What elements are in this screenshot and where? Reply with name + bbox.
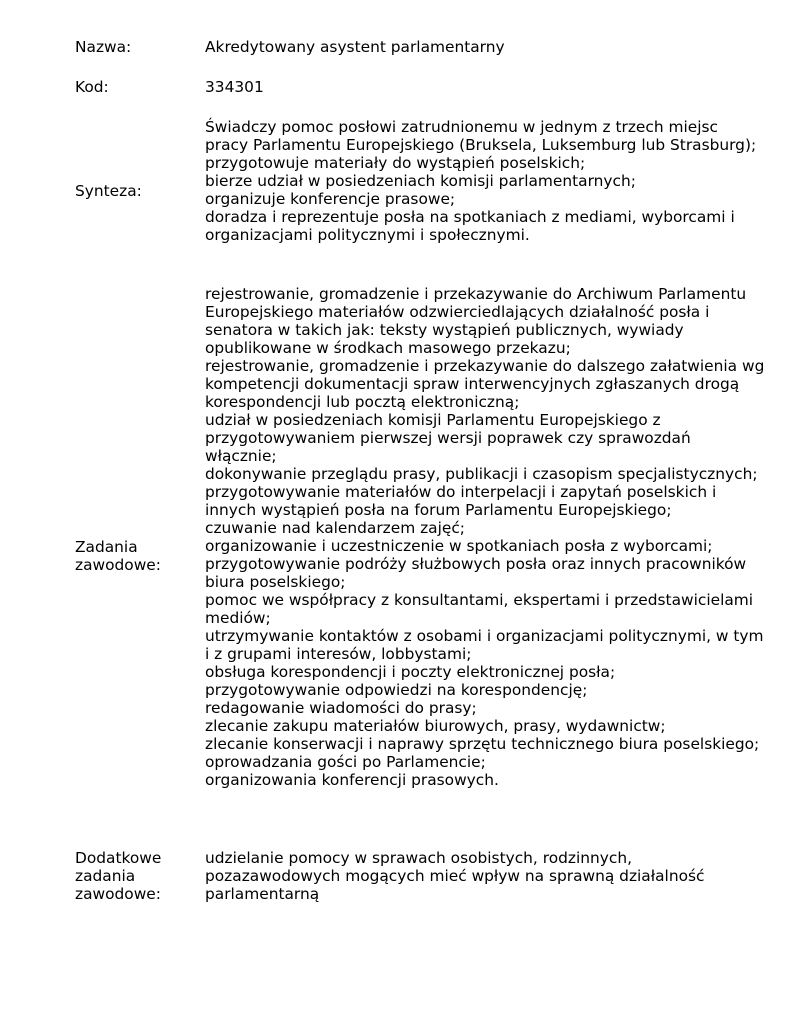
field-code-label: Kod: [75, 78, 109, 96]
task-line: czuwanie nad kalendarzem zajęć; [205, 519, 465, 537]
task-line: obsługa korespondencji i poczty elektronicznej posła; [205, 663, 616, 681]
field-extra-tasks-label-line: zadania [75, 867, 136, 885]
field-extra-tasks-content [205, 849, 765, 903]
task-line: zlecanie zakupu materiałów biurowych, prasy, wydawnictw; [205, 717, 666, 735]
task-line: przygotowywanie materiałów do interpelacji i zapytań poselskich i innych wystąpień posła na forum Parlamentu Europejskiego; [205, 483, 717, 519]
field-extra-tasks-row [75, 849, 765, 905]
task-line: przygotowywanie podróży służbowych posła oraz innych pracowników biura poselskiego; [205, 555, 747, 591]
task-line: redagowanie wiadomości do prasy; [205, 699, 477, 717]
field-tasks-label [75, 538, 200, 574]
task-line: dokonywanie przeglądu prasy, publikacji i czasopism specjalistycznych; [205, 465, 758, 483]
field-tasks-row [75, 285, 765, 828]
task-line: utrzymywanie kontaktów z osobami i organizacjami politycznymi, w tym i z grupami interesów, lobbystami; [205, 627, 764, 663]
task-line: organizowania konferencji prasowych. [205, 771, 499, 789]
task-line: przygotowywanie odpowiedzi na korespondencję; [205, 681, 588, 699]
field-synthesis-row [75, 118, 765, 264]
synthesis-line: doradza i reprezentuje posła na spotkaniach z mediami, wyborcami i organizacjami politycznymi i społecznymi. [205, 208, 735, 244]
field-extra-tasks-label [75, 849, 200, 903]
task-line: organizowanie i uczestniczenie w spotkaniach posła z wyborcami; [205, 537, 713, 555]
task-line: rejestrowanie, gromadzenie i przekazywanie do Archiwum Parlamentu Europejskiego materiałów odzwierciedlających działalność posła i senatora w takich jak: teksty wystąpień publicznych, wywiady opublikowane w środkach masowego przekazu; [205, 285, 747, 357]
task-line: pomoc we współpracy z konsultantami, ekspertami i przedstawicielami mediów; [205, 591, 754, 627]
synthesis-line: bierze udział w posiedzeniach komisji parlamentarnych; [205, 172, 636, 190]
synthesis-line: Świadczy pomoc posłowi zatrudnionemu w jednym z trzech miejsc pracy Parlamentu Europejskiego (Bruksela, Luksemburg lub Strasburg); [205, 118, 757, 154]
field-synthesis-label: Synteza: [75, 182, 142, 200]
task-line: zlecanie konserwacji i naprawy sprzętu technicznego biura poselskiego; [205, 735, 760, 753]
field-synthesis-content [205, 118, 765, 244]
synthesis-line: organizuje konferencje prasowe; [205, 190, 456, 208]
task-line: udział w posiedzeniach komisji Parlamentu Europejskiego z przygotowywaniem pierwszej wersji poprawek czy sprawozdań włącznie; [205, 411, 691, 465]
field-name-value: Akredytowany asystent parlamentarny [205, 38, 505, 56]
field-code-row [75, 78, 765, 96]
field-tasks-content [205, 285, 765, 789]
synthesis-line: przygotowuje materiały do wystąpień poselskich; [205, 154, 586, 172]
field-tasks-label-line: Zadania [75, 538, 138, 556]
field-extra-tasks-label-line: zawodowe: [75, 885, 161, 903]
field-extra-tasks-label-line: Dodatkowe [75, 849, 162, 867]
field-name-label: Nazwa: [75, 38, 132, 56]
task-line: oprowadzania gości po Parlamencie; [205, 753, 486, 771]
field-code-value: 334301 [205, 78, 264, 96]
field-tasks-label-line: zawodowe: [75, 556, 161, 574]
task-line: rejestrowanie, gromadzenie i przekazywanie do dalszego załatwienia wg kompetencji dokumentacji spraw interwencyjnych zgłaszanych drogą korespondencji lub pocztą elektroniczną; [205, 357, 765, 411]
field-name-row [75, 38, 765, 56]
extra-task-line: udzielanie pomocy w sprawach osobistych, rodzinnych, pozazawodowych mogących mieć wpływ na sprawną działalność parlamentarną [205, 849, 705, 903]
